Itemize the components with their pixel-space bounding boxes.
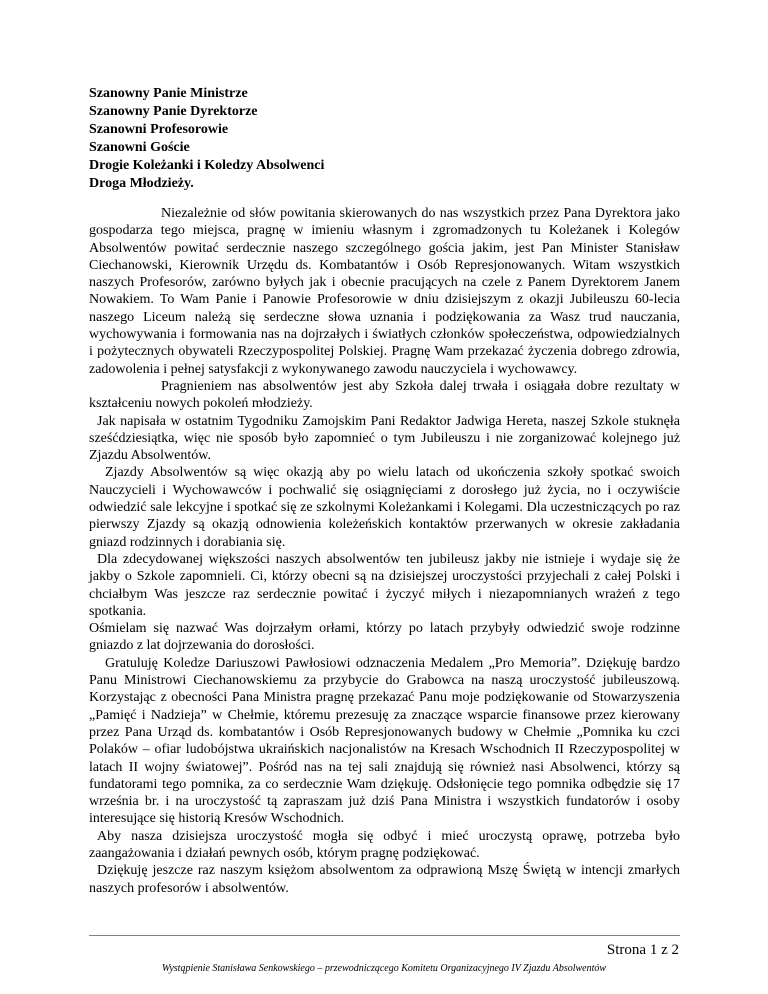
footer-note: Wystąpienie Stanisława Senkowskiego – przewodniczącego Komitetu Organizacyjnego IV Zjazdu Absolwentów [161,963,607,974]
paragraph: Aby nasza dzisiejsza uroczystość mogła się odbyć i mieć uroczystą oprawę, potrzeba było zaangażowania i działań pewnych osób, którym pragnę podziękować. [89,828,680,861]
salutation-line: Szanowni Profesorowie [89,122,229,137]
paragraph: Dziękuję jeszcze raz naszym księżom absolwentom za odprawioną Mszę Świętą w intencji zmarłych naszych profesorów i absolwentów. [89,863,680,896]
salutation-block [89,85,689,193]
paragraph: Pragnieniem nas absolwentów jest aby Szkoła dalej trwała i osiągała dobre rezultaty w kształceniu nowych pokoleń młodzieży. [89,378,680,412]
paragraph: Ośmielam się nazwać Was dojrzałym orłami, którzy po latach przybyły odwiedzić swoje rodzinne gniazdo z lat dojrzewania do dorosłości. [89,621,680,654]
footer-divider [89,935,680,936]
salutation-line: Szanowny Panie Ministrze [89,86,248,101]
paragraph: Zjazdy Absolwentów są więc okazją aby po wielu latach od ukończenia szkoły spotkać swoich Nauczycieli i Wychowawców i pochwalić się osiągnięciami z dorosłego już życia, no i oczywiście odwiedzić sale lekcyjne i spotkać się ze szkolnymi Koleżankami i Kolegami. Dla uczestniczących po raz pierwszy Zjazdy są okazją odnowienia koleżeńskich kontaktów przerwanych w okresie zakładania gniazd rodzinnych i dorabiania się. [89,465,680,550]
salutation-line: Szanowni Goście [89,140,190,155]
speech-body [89,205,680,897]
paragraph: Dla zdecydowanej większości naszych absolwentów ten jubileusz jakby nie istnieje i wydaje się że jakby o Szkole zapomnieli. Ci, którzy obecni są na dzisiejszej uroczystości przyjechali z całej Polski i chciałbym Was jeszcze raz serdecznie powitać i życzyć miłych i niezapomnianych wrażeń z tego spotkania. [89,551,680,619]
salutation-line: Szanowny Panie Dyrektorze [89,104,258,119]
paragraph: Niezależnie od słów powitania skierowanych do nas wszystkich przez Pana Dyrektora jako gospodarza tego miejsca, pragnę w imieniu własnym i zgromadzonych tu Koleżanek i Kolegów Absolwentów powitać serdecznie naszego szczególnego gościa jakim, jest Pan Minister Stanisław Ciechanowski, Kierownik Urzędu ds. Kombatantów i Osób Represjonowanych. Witam wszystkich naszych Profesorów, zarówno byłych jak i obecnie pracujących na czele z Panem Dyrektorem Janem Nowakiem. To Wam Panie i Panowie Profesorowie w dniu dzisiejszym z okazji Jubileuszu 60-lecia naszego Liceum należą się serdeczne słowa uznania i podziękowania za Wasz trud nauczania, wychowywania i formowania nas na dojrzałych i światłych członków społeczeństwa, odpowiedzialnych i pożytecznych obywateli Rzeczypospolitej Polskiej. Pragnę Wam przekazać życzenia dobrego zdrowia, zadowolenia i pełnej satysfakcji z wykonywanego zawodu nauczyciela i wychowawcy. [89,206,680,377]
paragraph: Gratuluję Koledze Dariuszowi Pawłosiowi odznaczenia Medalem „Pro Memoria”. Dziękuję bardzo Panu Ministrowi Ciechanowskiemu za przybycie do Grabowca na naszą uroczystość jubileuszową. Korzystając z obecności Pana Ministra pragnę przekazać Panu moje podziękowanie od Stowarzyszenia „Pamięć i Nadzieja” w Chełmie, któremu prezesuję za znaczące wsparcie finansowe przez kierowany przez Pana Urząd ds. kombatantów i Osób Represjonowanych budowy w Chełmie „Pomnika ku czci Polaków – ofiar ludobójstwa ukraińskich nacjonalistów na Kresach Wschodnich II Rzeczypospolitej w latach II wojny światowej”. Pośród nas na tej sali znajdują się również nasi Absolwenci, którzy są fundatorami tego pomnika, za co serdecznie Wam dziękuję. Odsłonięcie tego pomnika odbędzie się 17 września br. i na uroczystość tą zapraszam już dziś Pana Ministra i wszystkich fundatorów i osoby interesujące się historią Kresów Wschodnich. [89,655,680,827]
salutation-line: Drogie Koleżanki i Koledzy Absolwenci [89,158,325,173]
salutation-line: Droga Młodzieży. [89,176,194,191]
paragraph: Jak napisała w ostatnim Tygodniku Zamojskim Pani Redaktor Jadwiga Hereta, naszej Szkole stuknęła sześćdziesiątka, więc nie sposób było zapomnieć o tym Jubileuszu i nie zorganizować kolejnego już Zjazdu Absolwentów. [89,413,680,464]
page-number: Strona 1 z 2 [606,942,679,958]
